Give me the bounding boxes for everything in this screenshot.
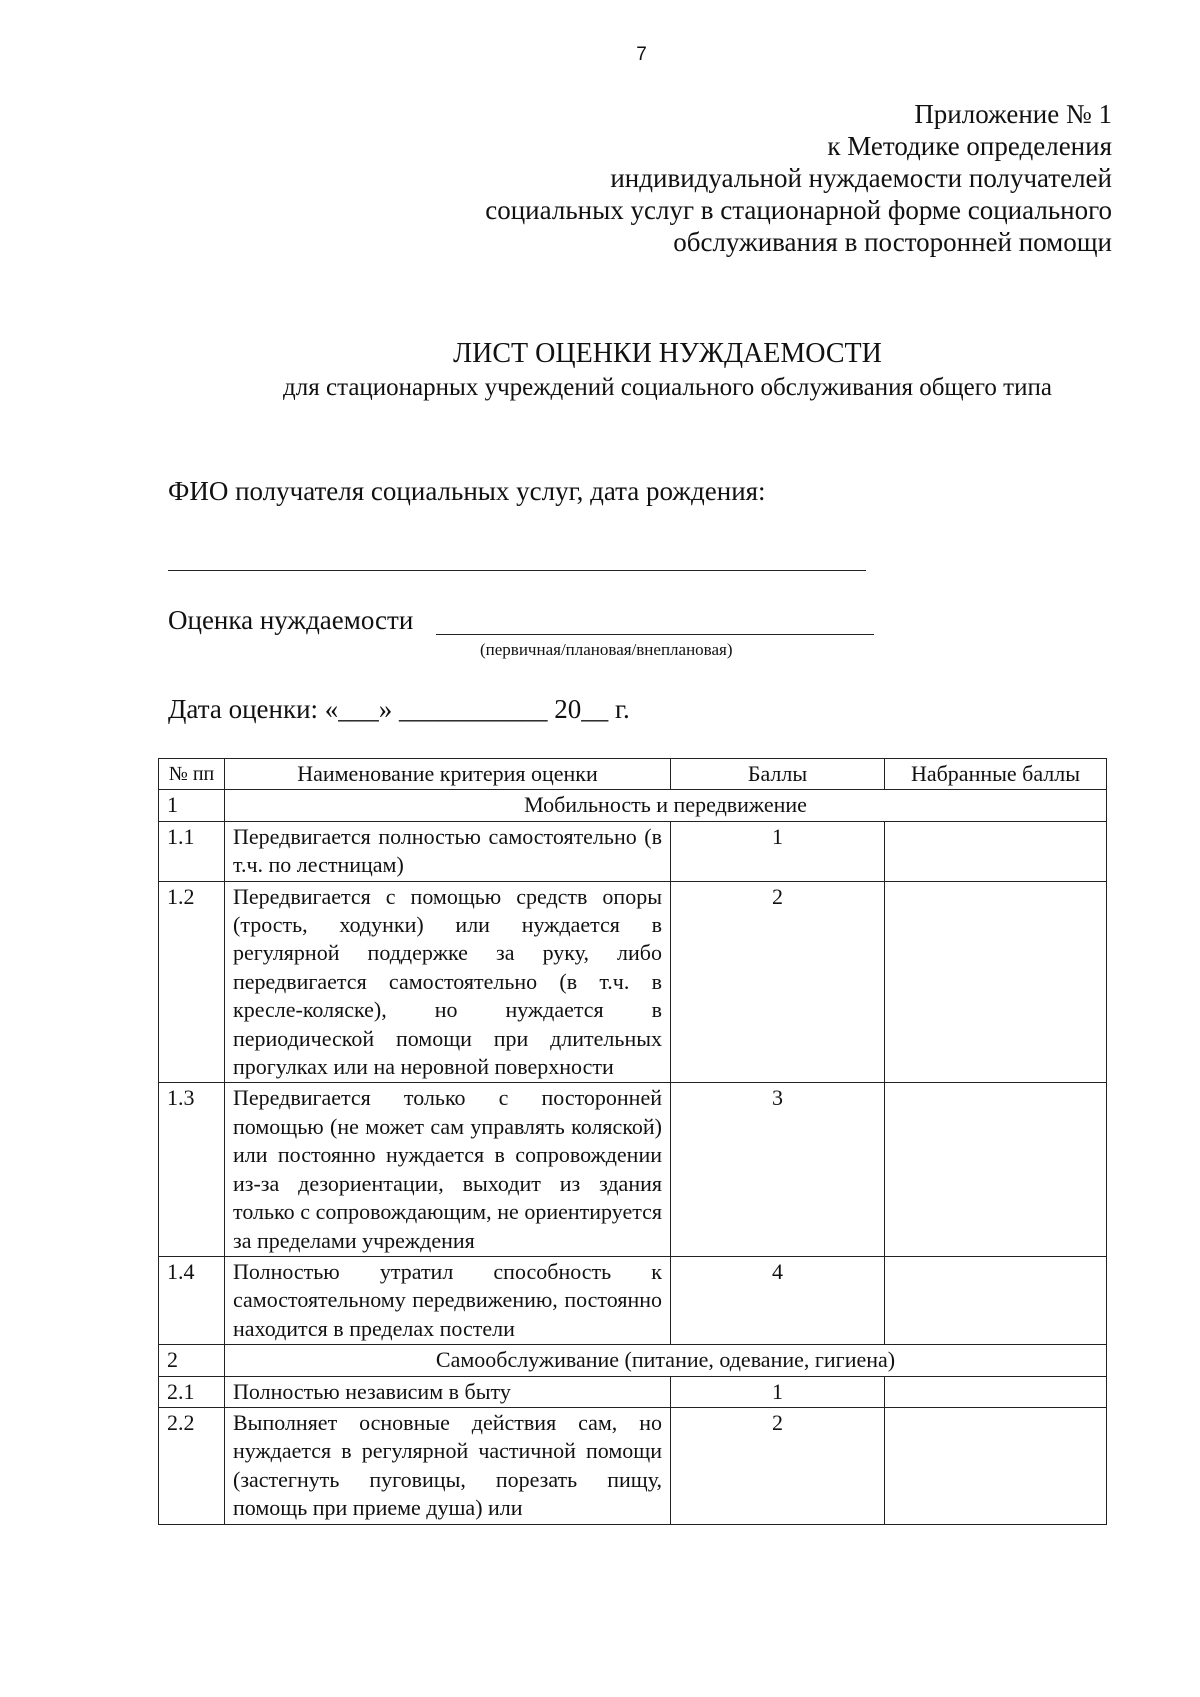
section-row [159,1345,1107,1376]
criteria-table [158,758,1107,1525]
appendix-reference [485,98,1112,258]
score-value: 1 [671,821,885,881]
assessment-hint: (первичная/плановая/внеплановая) [480,640,733,659]
table-row [159,1083,1107,1256]
row-number: 1.4 [159,1256,225,1344]
section-title: Мобильность и передвижение [225,790,1107,821]
earned-score-cell[interactable] [885,821,1107,881]
section-title: Самообслуживание (питание, одевание, гигиена) [225,1345,1107,1376]
criterion-text: Передвигается только с посторонней помощью (не может сам управлять коляской) или постоянно нуждается в сопровождении из-за дезориентации, выходит из здания только с сопровождающим, не ориентируется за пределами учреждения [225,1083,671,1256]
assessment-field-line[interactable] [436,634,874,635]
section-row [159,790,1107,821]
header-score: Баллы [671,759,885,790]
header-criterion: Наименование критерия оценки [225,759,671,790]
appendix-line: обслуживания в посторонней помощи [673,227,1112,257]
page-number: 7 [636,44,647,65]
document-title: ЛИСТ ОЦЕНКИ НУЖДАЕМОСТИ [453,338,882,369]
earned-score-cell[interactable] [885,1407,1107,1524]
criterion-text: Передвигается полностью самостоятельно (в т.ч. по лестницам) [225,821,671,881]
criterion-text: Передвигается с помощью средств опоры (трость, ходунки) или нуждается в регулярной поддержке за руку, либо передвигается самостоятельно (в т.ч. в кресле-коляске), но нуждается в периодической помощи при длительных прогулках или на неровной поверхности [225,881,671,1083]
earned-score-cell[interactable] [885,881,1107,1083]
table-row [159,1407,1107,1524]
fio-label: ФИО получателя социальных услуг, дата рождения: [168,476,766,506]
assessment-date: Дата оценки: «___» ___________ 20__ г. [168,694,630,724]
row-number: 1.2 [159,881,225,1083]
document-subtitle: для стационарных учреждений социального обслуживания общего типа [283,374,1052,401]
header-number: № пп [159,759,225,790]
earned-score-cell[interactable] [885,1256,1107,1344]
score-value: 1 [671,1376,885,1407]
table-row [159,881,1107,1083]
criterion-text: Выполняет основные действия сам, но нуждается в регулярной частичной помощи (застегнуть пуговицы, порезать пищу, помощь при приеме душа) или [225,1407,671,1524]
table-row [159,1376,1107,1407]
appendix-line: социальных услуг в стационарной форме социального [485,195,1112,225]
score-value: 3 [671,1083,885,1256]
table-header-row [159,759,1107,790]
section-number: 1 [159,790,225,821]
earned-score-cell[interactable] [885,1376,1107,1407]
score-value: 4 [671,1256,885,1344]
score-value: 2 [671,881,885,1083]
row-number: 1.3 [159,1083,225,1256]
appendix-line: индивидуальной нуждаемости получателей [610,163,1112,193]
table-row [159,821,1107,881]
table-row [159,1256,1107,1344]
header-earned: Набранные баллы [885,759,1107,790]
row-number: 2.2 [159,1407,225,1524]
criterion-text: Полностью утратил способность к самостоятельному передвижению, постоянно находится в пределах постели [225,1256,671,1344]
criterion-text: Полностью независим в быту [225,1376,671,1407]
earned-score-cell[interactable] [885,1083,1107,1256]
row-number: 2.1 [159,1376,225,1407]
score-value: 2 [671,1407,885,1524]
appendix-line: к Методике определения [827,131,1112,161]
row-number: 1.1 [159,821,225,881]
appendix-line: Приложение № 1 [914,99,1112,129]
assessment-label: Оценка нуждаемости [168,605,414,635]
section-number: 2 [159,1345,225,1376]
fio-field-line[interactable] [168,570,866,571]
